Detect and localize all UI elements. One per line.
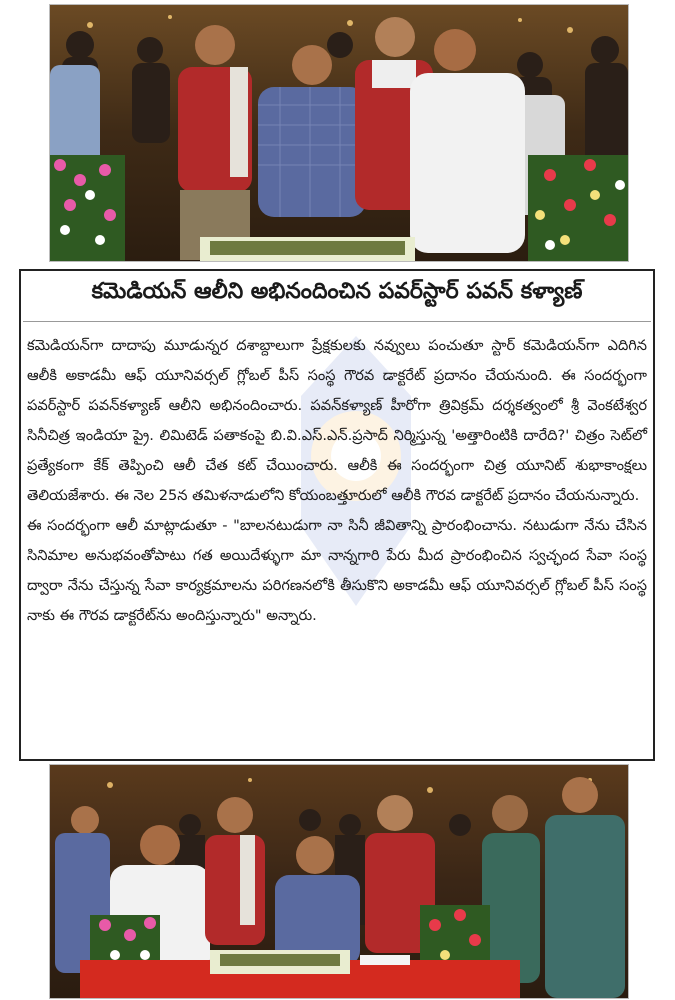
article-paragraph: కమెడియన్‌గా దాదాపు మూడున్నర దశాబ్దాలుగా ప్రేక్షకులకు నవ్వులు పంచుతూ స్టార్ కమెడియన్‌గా ఎదిగిన ఆలీకి అకాడమీ ఆఫ్ యూనివర్సల్ గ్లోబల్ పీస్ సంస్థ గౌరవ డాక్టరేట్ ప్రదానం చేయనుంది. ఈ సందర్భంగా పవర్‌స్టార్ పవన్‌కళ్యాణ్ ఆలీని అభినందించారు. పవన్‌కళ్యాణ్ హీరోగా త్రివిక్రమ్ దర్శకత్వంలో శ్రీ వెంకటేశ్వర సినీచిత్ర ఇండియా ప్రై. లిమిటెడ్ పతాకంపై బి.వి.ఎస్.ఎన్.ప్రసాద్ నిర్మిస్తున్న 'అత్తారింటికి దారేది?' చిత్రం సెట్‌లో ప్రత్యేకంగా కేక్ తెప్పించి ఆలీ చేత కట్ చేయించారు. ఆలీకి ఈ సందర్భంగా చిత్ర యూనిట్ శుభాకాంక్షలు తెలియజేశారు. ఈ నెల 25న తమిళనాడులోని కోయంబత్తూరులో ఆలీకి గౌరవ డాక్టరేట్ ప్రదానం చేయనున్నారు.: [27, 337, 647, 504]
cake-cutting-moment-photo: [50, 765, 628, 998]
headline: కమెడియన్ ఆలీని అభినందించిన పవర్‌స్టార్ పవన్ కళ్యాణ్: [91, 279, 583, 304]
cake-cutting-group-photo: [50, 5, 628, 261]
article-paragraph: ఈ సందర్భంగా ఆలీ మాట్లాడుతూ - "బాలనటుడుగా నా సినీ జీవితాన్ని ప్రారంభించాను. నటుడుగా నేను చేసిన సినిమాల అనుభవంతోపాటు గత అయిదేళ్ళుగా మా నాన్నగారి పేరు మీద ప్రారంభించిన స్వచ్ఛంద సేవా సంస్థ ద్వారా నేను చేస్తున్న సేవా కార్యక్రమాలను పరిగణనలోకి తీసుకొని అకాడమీ ఆఫ్ యూనివర్సల్ గ్లోబల్ పీస్ సంస్థ నాకు ఈ గౌరవ డాక్టరేట్‌ను అందిస్తున్నారు" అన్నారు.: [27, 517, 647, 624]
article-box: [19, 269, 655, 761]
article-body: [27, 331, 647, 631]
bottom-photo: [50, 765, 628, 998]
top-photo: [50, 5, 628, 261]
headline-divider: [23, 321, 651, 322]
